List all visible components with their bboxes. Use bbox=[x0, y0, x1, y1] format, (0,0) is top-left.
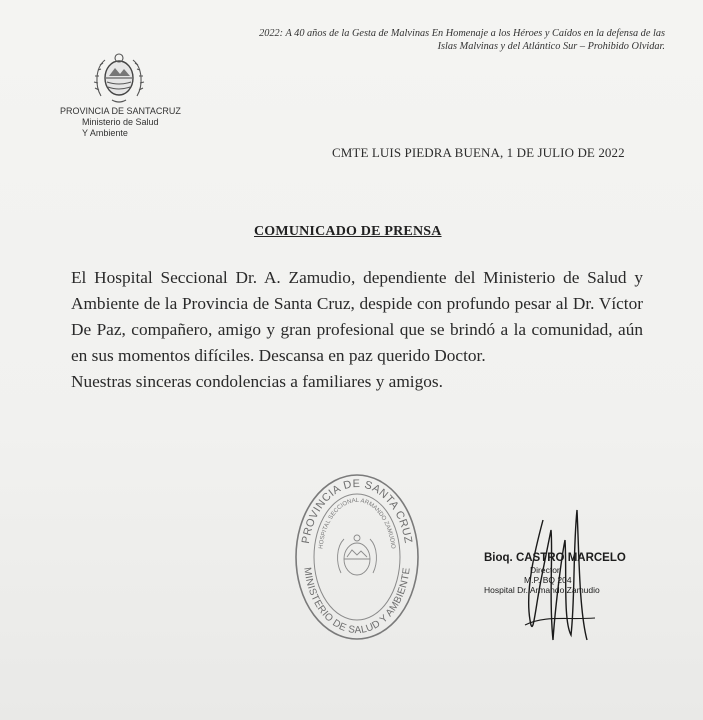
svg-text:HOSPITAL SECCIONAL ARMANDO ZAM bbox=[318, 498, 395, 550]
seal-inner-text: HOSPITAL SECCIONAL ARMANDO ZAMUDIO bbox=[318, 497, 396, 550]
body-paragraph: El Hospital Seccional Dr. A. Zamudio, dependiente del Ministerio de Salud y Ambiente de la Provincia de Santa Cruz, despide con profundo pesar al Dr. Víctor De Paz, compañero, amigo y gran profesional que se brindó a la comunidad, aún en sus momentos difíciles. Descansa en paz querido Doctor. bbox=[71, 268, 643, 365]
commemoration-header: 2022: A 40 años de la Gesta de Malvinas En Homenaje a los Héroes y Caídos en la defensa de las Islas Malvinas y del Atlántico Sur – Prohibido Olvidar. bbox=[259, 28, 665, 52]
coat-of-arms-icon bbox=[93, 50, 145, 106]
letterhead-organization bbox=[60, 106, 181, 139]
svg-text:MINISTERIO DE SALUD Y AMBIENTE bbox=[301, 567, 412, 636]
signer-organization: Hospital Dr. Armando Zamudio bbox=[484, 585, 600, 595]
signer-role: Director bbox=[530, 565, 560, 575]
signer-name: Bioq. CASTRO MARCELO bbox=[484, 552, 626, 564]
seal-bottom-text: MINISTERIO DE SALUD Y AMBIENTE bbox=[301, 566, 413, 637]
seal-outer-text: PROVINCIA DE SANTA CRUZ bbox=[299, 477, 415, 545]
official-seal-icon bbox=[294, 473, 420, 641]
body-text bbox=[71, 265, 643, 395]
document-title: COMUNICADO DE PRENSA bbox=[254, 224, 442, 239]
signer-registration: M.P. BQ 204 bbox=[524, 575, 572, 585]
letterhead-ministry: Ministerio de Salud bbox=[82, 117, 159, 127]
dateline: CMTE LUIS PIEDRA BUENA, 1 DE JULIO DE 2022 bbox=[332, 145, 625, 160]
letterhead-province: PROVINCIA DE SANTACRUZ bbox=[60, 106, 181, 116]
signature-block bbox=[484, 552, 626, 595]
letterhead-ministry-sub: Y Ambiente bbox=[82, 128, 128, 138]
body-closing: Nuestras sinceras condolencias a familiares y amigos. bbox=[71, 372, 443, 391]
